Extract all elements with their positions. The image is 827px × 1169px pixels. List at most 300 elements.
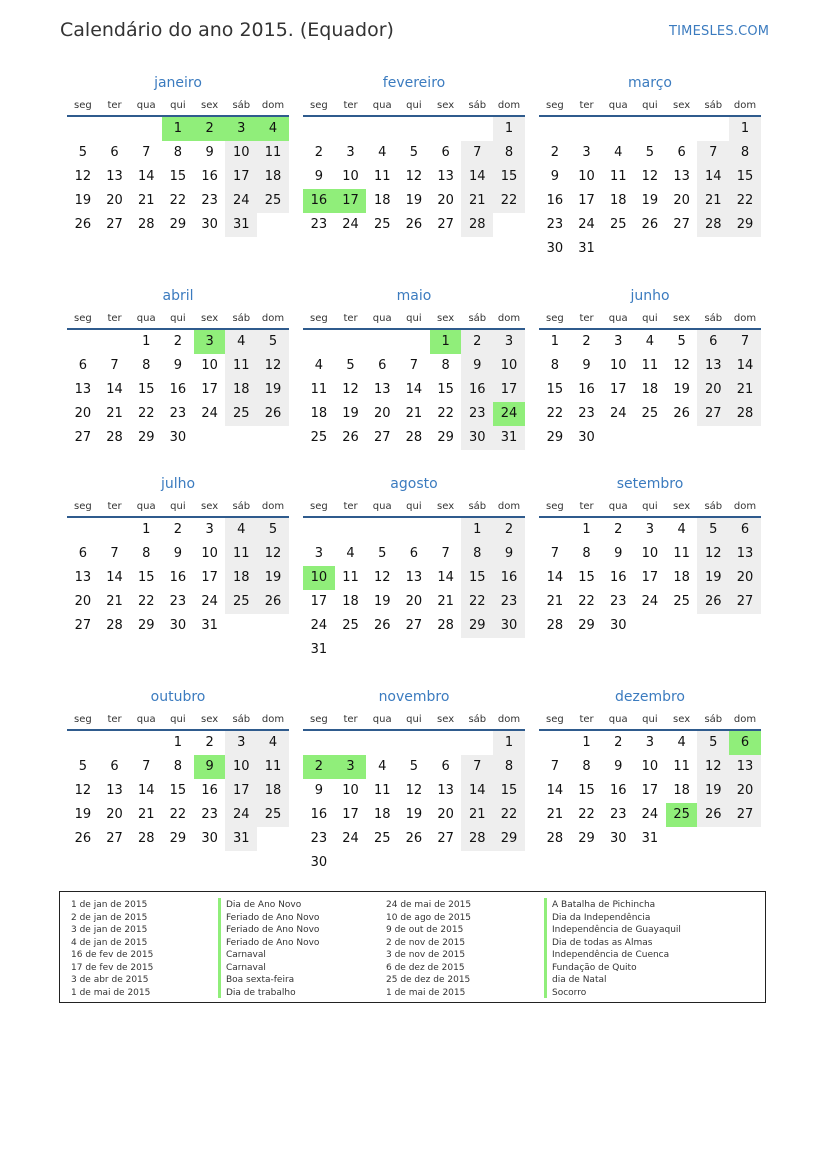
weekday-label: qui	[642, 501, 658, 512]
day-cell: 19	[342, 406, 359, 421]
empty-cell	[303, 330, 335, 354]
day-cell: 15	[169, 783, 187, 798]
weekday-label: qua	[608, 501, 628, 512]
weekday-label: sex	[673, 313, 691, 324]
day-cell: 5	[697, 731, 729, 755]
day-cell: 28	[729, 402, 761, 426]
day-cell: 3	[205, 522, 214, 537]
day-cell: 1	[142, 334, 151, 349]
day-cell: 7	[110, 358, 119, 373]
day-cell: 29	[169, 217, 187, 232]
day-cell: 15	[578, 570, 595, 585]
weekday-label: seg	[73, 100, 92, 111]
day-cell: 17	[225, 779, 257, 803]
day-cell: 11	[673, 546, 690, 561]
day-cell: 11	[641, 358, 659, 373]
day-cell: 6	[78, 358, 87, 373]
day-cell: 14	[437, 570, 454, 585]
weekday-label: sex	[673, 501, 691, 512]
day-cell: 7	[550, 759, 559, 774]
weekday-label: sex	[437, 100, 455, 111]
day-cell: 4	[225, 518, 257, 542]
day-cell: 1	[582, 522, 591, 537]
empty-cell	[303, 731, 335, 755]
day-cell: 3	[314, 546, 323, 561]
day-cell: 4	[378, 145, 387, 160]
day-cell: 9	[550, 169, 559, 184]
day-cell: 26	[673, 406, 690, 421]
holiday-day: 1	[162, 117, 194, 141]
day-cell: 22	[729, 189, 761, 213]
holiday-day: 9	[194, 755, 226, 779]
day-cell: 21	[405, 406, 423, 421]
day-cell: 11	[310, 382, 328, 397]
weekday-label: ter	[343, 100, 358, 111]
weekday-label: sáb	[704, 313, 723, 324]
day-cell: 7	[441, 546, 450, 561]
holiday-day: 1	[430, 330, 462, 354]
day-cell: 8	[441, 358, 450, 373]
weekday-label: dom	[733, 313, 757, 324]
day-cell: 9	[173, 546, 183, 561]
holiday-legend	[59, 891, 766, 1003]
weekday-label: sex	[437, 714, 455, 725]
day-cell: 31	[578, 241, 595, 256]
day-cell: 13	[437, 169, 454, 184]
weekday-label: sáb	[468, 313, 487, 324]
day-cell: 20	[673, 193, 690, 208]
day-cell: 11	[373, 783, 391, 798]
day-cell: 22	[169, 807, 187, 822]
day-cell: 10	[342, 169, 359, 184]
weekday-label: sáb	[232, 501, 251, 512]
day-cell: 7	[729, 330, 761, 354]
empty-cell	[67, 117, 99, 141]
empty-cell	[697, 117, 729, 141]
empty-cell	[99, 117, 131, 141]
weekday-label: sáb	[704, 501, 723, 512]
day-cell: 5	[677, 334, 686, 349]
weekday-header	[539, 711, 761, 731]
empty-cell	[99, 518, 131, 542]
day-grid	[67, 330, 289, 450]
day-cell: 14	[461, 165, 493, 189]
day-cell: 2	[614, 735, 623, 750]
day-cell: 1	[142, 522, 151, 537]
day-cell: 26	[697, 590, 729, 614]
day-cell: 7	[697, 141, 729, 165]
holiday-day: 3	[194, 330, 226, 354]
day-cell: 13	[373, 382, 391, 397]
legend-entry: Dia de Ano Novo	[226, 900, 302, 910]
day-cell: 4	[614, 145, 623, 160]
day-cell: 8	[493, 141, 525, 165]
empty-cell	[666, 117, 698, 141]
weekday-header	[67, 711, 289, 731]
day-cell: 30	[578, 430, 595, 445]
day-cell: 27	[74, 430, 92, 445]
day-cell: 13	[437, 783, 454, 798]
day-cell: 6	[110, 759, 119, 774]
day-cell: 27	[437, 831, 454, 846]
day-cell: 8	[582, 546, 591, 561]
day-cell: 27	[729, 803, 761, 827]
legend-entry: 2 de jan de 2015	[71, 912, 148, 923]
day-cell: 27	[106, 831, 123, 846]
weekday-label: qui	[170, 100, 186, 111]
day-cell: 17	[609, 382, 627, 397]
day-cell: 3	[225, 731, 257, 755]
day-cell: 27	[673, 217, 690, 232]
day-cell: 16	[201, 783, 218, 798]
weekday-label: seg	[309, 501, 328, 512]
day-cell: 30	[546, 241, 564, 256]
day-cell: 14	[137, 169, 155, 184]
empty-cell	[335, 518, 367, 542]
brand-link[interactable]: TIMESLES.COM	[669, 24, 770, 39]
day-cell: 23	[461, 402, 493, 426]
day-cell: 7	[461, 141, 493, 165]
weekday-label: dom	[733, 100, 757, 111]
weekday-header	[539, 498, 761, 518]
day-cell: 17	[493, 378, 525, 402]
day-cell: 28	[106, 618, 123, 633]
weekday-header	[539, 97, 761, 117]
day-grid	[539, 330, 761, 450]
legend-entry: Boa sexta-feira	[226, 975, 295, 985]
holiday-day: 25	[666, 803, 698, 827]
day-cell: 24	[310, 618, 328, 633]
weekday-label: dom	[261, 100, 285, 111]
day-cell: 20	[74, 594, 92, 609]
day-grid	[303, 731, 525, 875]
day-cell: 10	[493, 354, 525, 378]
day-cell: 17	[310, 594, 328, 609]
day-cell: 2	[173, 522, 183, 537]
day-cell: 14	[106, 570, 123, 585]
day-cell: 10	[641, 546, 659, 561]
month-abril	[67, 288, 289, 450]
empty-cell	[539, 117, 571, 141]
day-cell: 21	[106, 594, 123, 609]
day-cell: 24	[342, 217, 359, 232]
day-cell: 30	[461, 426, 493, 450]
day-cell: 25	[310, 430, 328, 445]
day-cell: 15	[461, 566, 493, 590]
day-cell: 6	[409, 546, 419, 561]
day-cell: 25	[609, 217, 627, 232]
day-cell: 3	[614, 334, 623, 349]
month-junho	[539, 288, 761, 450]
day-cell: 23	[609, 594, 627, 609]
day-cell: 28	[405, 430, 423, 445]
weekday-label: dom	[497, 714, 521, 725]
legend-names-col-2	[552, 899, 681, 999]
empty-cell	[130, 117, 162, 141]
legend-entry: 3 de abr de 2015	[71, 975, 149, 985]
day-cell: 9	[461, 354, 493, 378]
legend-entry: A Batalha de Pichincha	[552, 900, 656, 910]
day-cell: 12	[373, 570, 391, 585]
day-cell: 21	[546, 594, 564, 609]
day-cell: 31	[225, 827, 257, 851]
day-cell: 5	[645, 145, 655, 160]
day-cell: 29	[169, 831, 187, 846]
weekday-label: qui	[406, 100, 422, 111]
day-cell: 8	[142, 546, 151, 561]
day-cell: 5	[78, 145, 87, 160]
day-grid	[303, 518, 525, 662]
day-cell: 13	[673, 169, 690, 184]
day-cell: 17	[578, 193, 595, 208]
day-cell: 26	[257, 402, 289, 426]
day-cell: 21	[697, 189, 729, 213]
day-cell: 26	[373, 618, 391, 633]
day-cell: 27	[106, 217, 123, 232]
day-grid	[303, 330, 525, 450]
holiday-day: 4	[257, 117, 289, 141]
weekday-label: qua	[372, 313, 392, 324]
day-cell: 21	[729, 378, 761, 402]
day-cell: 8	[142, 358, 151, 373]
day-cell: 29	[137, 618, 155, 633]
legend-entry: Feriado de Ano Novo	[226, 925, 320, 935]
weekday-label: ter	[343, 501, 358, 512]
weekday-label: dom	[261, 714, 285, 725]
day-cell: 19	[673, 382, 690, 397]
day-cell: 12	[641, 169, 659, 184]
weekday-label: sáb	[468, 501, 487, 512]
day-cell: 21	[437, 594, 454, 609]
day-cell: 28	[106, 430, 123, 445]
day-cell: 12	[74, 783, 92, 798]
day-cell: 22	[578, 807, 595, 822]
day-cell: 4	[645, 334, 655, 349]
day-cell: 23	[201, 807, 218, 822]
day-cell: 16	[169, 382, 187, 397]
weekday-label: sex	[201, 313, 219, 324]
day-cell: 5	[409, 759, 419, 774]
day-cell: 30	[201, 831, 218, 846]
weekday-label: sáb	[232, 100, 251, 111]
weekday-label: sex	[201, 100, 219, 111]
day-cell: 18	[225, 566, 257, 590]
legend-entry: 1 de mai de 2015	[386, 987, 466, 998]
day-cell: 23	[578, 406, 595, 421]
weekday-header	[539, 310, 761, 330]
weekday-label: seg	[309, 100, 328, 111]
empty-cell	[430, 117, 462, 141]
day-cell: 12	[257, 542, 289, 566]
day-cell: 4	[346, 546, 355, 561]
day-cell: 12	[405, 169, 423, 184]
day-cell: 1	[493, 117, 525, 141]
empty-cell	[99, 731, 131, 755]
weekday-label: ter	[579, 100, 594, 111]
day-cell: 2	[205, 735, 214, 750]
weekday-header	[303, 498, 525, 518]
day-cell: 12	[697, 755, 729, 779]
day-cell: 26	[257, 590, 289, 614]
weekday-label: sex	[437, 501, 455, 512]
month-name: maio	[396, 288, 432, 304]
legend-entry: dia de Natal	[552, 975, 607, 985]
legend-entry: 3 de jan de 2015	[71, 925, 148, 935]
day-cell: 6	[677, 145, 686, 160]
day-cell: 6	[78, 546, 87, 561]
day-cell: 30	[609, 831, 627, 846]
day-cell: 3	[645, 522, 655, 537]
day-cell: 11	[257, 141, 289, 165]
day-cell: 4	[677, 735, 686, 750]
day-cell: 14	[405, 382, 423, 397]
day-cell: 22	[137, 406, 155, 421]
empty-cell	[366, 731, 398, 755]
day-cell: 10	[201, 358, 218, 373]
day-cell: 5	[409, 145, 419, 160]
day-cell: 19	[373, 594, 391, 609]
day-cell: 24	[609, 406, 627, 421]
month-dezembro	[539, 689, 761, 851]
day-cell: 20	[729, 566, 761, 590]
day-cell: 15	[437, 382, 454, 397]
day-cell: 23	[169, 406, 187, 421]
day-cell: 6	[729, 518, 761, 542]
empty-cell	[335, 330, 367, 354]
day-cell: 17	[201, 570, 218, 585]
day-cell: 8	[173, 759, 183, 774]
day-cell: 18	[342, 594, 359, 609]
day-cell: 22	[578, 594, 595, 609]
day-cell: 18	[310, 406, 328, 421]
weekday-label: qui	[170, 714, 186, 725]
day-cell: 10	[641, 759, 659, 774]
day-cell: 2	[461, 330, 493, 354]
weekday-label: qua	[608, 714, 628, 725]
month-name: janeiro	[154, 75, 202, 91]
legend-entry: Fundação de Quito	[552, 962, 637, 973]
day-grid	[539, 518, 761, 638]
weekday-label: seg	[545, 714, 564, 725]
day-cell: 21	[137, 193, 155, 208]
day-cell: 9	[582, 358, 591, 373]
day-cell: 8	[493, 755, 525, 779]
empty-cell	[398, 518, 430, 542]
weekday-label: qua	[372, 501, 392, 512]
day-cell: 27	[74, 618, 92, 633]
weekday-label: sáb	[232, 313, 251, 324]
weekday-label: sex	[673, 100, 691, 111]
weekday-label: sáb	[468, 100, 487, 111]
day-cell: 2	[314, 145, 323, 160]
day-cell: 24	[225, 803, 257, 827]
day-cell: 8	[461, 542, 493, 566]
month-julho	[67, 476, 289, 638]
day-cell: 16	[546, 193, 564, 208]
empty-cell	[461, 117, 493, 141]
empty-cell	[461, 731, 493, 755]
month-novembro	[303, 689, 525, 875]
day-cell: 14	[106, 382, 123, 397]
legend-entry: 24 de mai de 2015	[386, 900, 472, 910]
day-cell: 6	[378, 358, 387, 373]
day-cell: 3	[493, 330, 525, 354]
day-cell: 11	[225, 354, 257, 378]
day-cell: 17	[641, 783, 659, 798]
day-cell: 7	[110, 546, 119, 561]
weekday-label: sáb	[704, 714, 723, 725]
day-cell: 10	[225, 141, 257, 165]
empty-cell	[539, 731, 571, 755]
day-cell: 15	[578, 783, 595, 798]
day-cell: 28	[461, 827, 493, 851]
day-cell: 1	[582, 735, 591, 750]
weekday-header	[67, 97, 289, 117]
day-cell: 21	[106, 406, 123, 421]
weekday-label: qua	[136, 100, 156, 111]
day-cell: 26	[74, 831, 92, 846]
day-cell: 3	[645, 735, 655, 750]
day-cell: 15	[493, 165, 525, 189]
day-cell: 27	[729, 590, 761, 614]
legend-entry: Feriado de Ano Novo	[226, 912, 320, 923]
day-cell: 25	[225, 590, 257, 614]
weekday-label: seg	[73, 313, 92, 324]
month-agosto	[303, 476, 525, 662]
day-cell: 23	[310, 217, 328, 232]
day-cell: 22	[169, 193, 187, 208]
day-cell: 22	[546, 406, 564, 421]
day-cell: 27	[437, 217, 454, 232]
legend-entry: 17 de fev de 2015	[71, 962, 154, 973]
weekday-label: qui	[642, 313, 658, 324]
day-cell: 12	[74, 169, 92, 184]
day-cell: 8	[550, 358, 559, 373]
day-cell: 14	[546, 570, 564, 585]
weekday-label: ter	[579, 714, 594, 725]
day-cell: 1	[493, 731, 525, 755]
day-cell: 21	[461, 803, 493, 827]
day-cell: 25	[342, 618, 359, 633]
day-cell: 30	[201, 217, 218, 232]
day-cell: 17	[201, 382, 218, 397]
empty-cell	[67, 330, 99, 354]
legend-entry: 25 de dez de 2015	[386, 975, 471, 985]
day-cell: 21	[137, 807, 155, 822]
day-grid	[303, 117, 525, 237]
day-cell: 30	[310, 855, 328, 870]
day-cell: 14	[461, 779, 493, 803]
day-cell: 19	[697, 566, 729, 590]
day-cell: 29	[546, 430, 564, 445]
day-cell: 12	[405, 783, 423, 798]
day-cell: 24	[641, 594, 659, 609]
day-cell: 11	[225, 542, 257, 566]
day-cell: 7	[142, 759, 151, 774]
legend-entry: 6 de dez de 2015	[386, 962, 465, 973]
weekday-label: qui	[170, 313, 186, 324]
legend-entry: 10 de ago de 2015	[386, 912, 472, 923]
weekday-label: qua	[136, 313, 156, 324]
day-cell: 6	[441, 145, 450, 160]
day-cell: 15	[729, 165, 761, 189]
day-cell: 7	[142, 145, 151, 160]
day-cell: 28	[437, 618, 454, 633]
day-cell: 8	[729, 141, 761, 165]
empty-cell	[366, 518, 398, 542]
legend-entry: 16 de fev de 2015	[71, 950, 154, 960]
day-cell: 23	[201, 193, 218, 208]
